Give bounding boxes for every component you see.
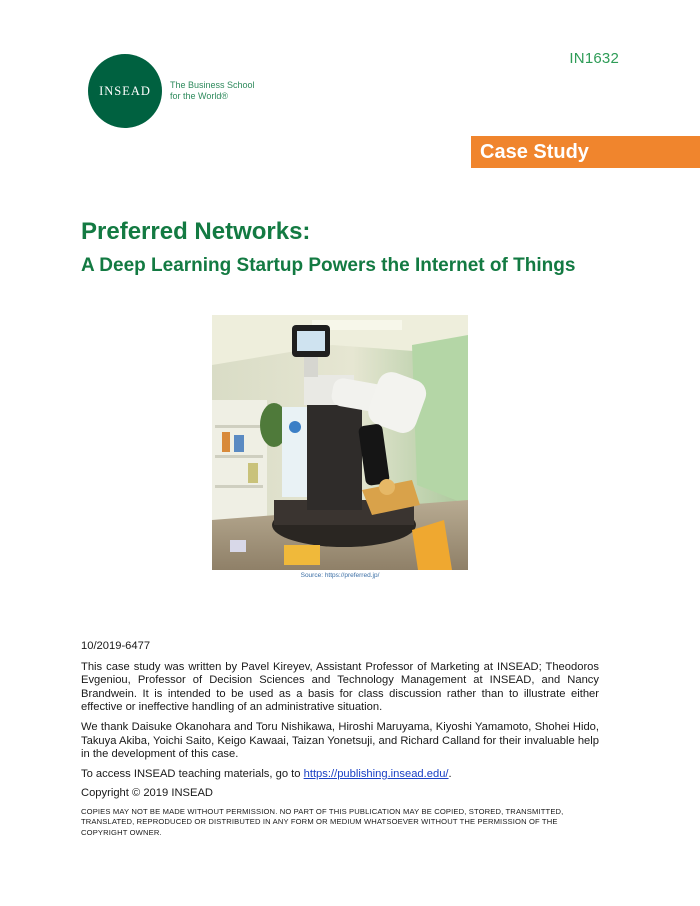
thanks-paragraph: We thank Daisuke Okanohara and Toru Nishikawa, Hiroshi Maruyama, Kiyoshi Yamamoto, Shohei Hido, Takuya Akiba, Yoichi Saito, Keigo Kawaai, Taizan Yonetsuji, and Richard Calland for their invaluable help in the development of this case. bbox=[81, 720, 599, 761]
body-text bbox=[81, 640, 599, 844]
access-paragraph bbox=[81, 768, 599, 782]
logo-wordmark: INSEAD bbox=[99, 83, 151, 98]
case-code: IN1632 bbox=[569, 50, 619, 67]
logo-tagline-line1: The Business School bbox=[170, 80, 255, 90]
insead-logo-circle bbox=[88, 54, 162, 128]
case-subtitle: A Deep Learning Startup Powers the Internet of Things bbox=[81, 255, 576, 276]
authors-paragraph: This case study was written by Pavel Kireyev, Assistant Professor of Marketing at INSEAD; Theodoros Evgeniou, Professor of Decision Sciences and Technology Management at INSEAD, and Nancy Brandwein. It is intended to be used as a basis for class discussion rather than to illustrate either effective or ineffective handling of an administrative situation. bbox=[81, 660, 599, 714]
publishing-link[interactable]: https://publishing.insead.edu/ bbox=[303, 767, 449, 780]
document-number: 10/2019-6477 bbox=[81, 640, 151, 652]
case-study-banner: Case Study bbox=[471, 136, 700, 168]
copyright: Copyright © 2019 INSEAD bbox=[81, 787, 213, 800]
case-title: Preferred Networks: bbox=[81, 218, 311, 245]
access-text: To access INSEAD teaching materials, go to bbox=[81, 767, 304, 780]
image-source-caption: Source: https://preferred.jp/ bbox=[300, 572, 380, 579]
copy-notice: COPIES MAY NOT BE MADE WITHOUT PERMISSION. NO PART OF THIS PUBLICATION MAY BE COPIED, STORED, TRANSMITTED, TRANSLATED, REPRODUCED OR DISTRIBUTED IN ANY FORM OR MEDIUM WHATSOEVER WITHOUT THE PERMISSION OF THE COPYRIGHT OWNER. bbox=[81, 806, 564, 837]
access-suffix: . bbox=[448, 767, 452, 780]
logo-tagline-line2: for the World® bbox=[170, 91, 228, 101]
robot-photo bbox=[212, 315, 468, 570]
logo-tagline bbox=[170, 80, 270, 102]
insead-logo bbox=[88, 54, 270, 128]
